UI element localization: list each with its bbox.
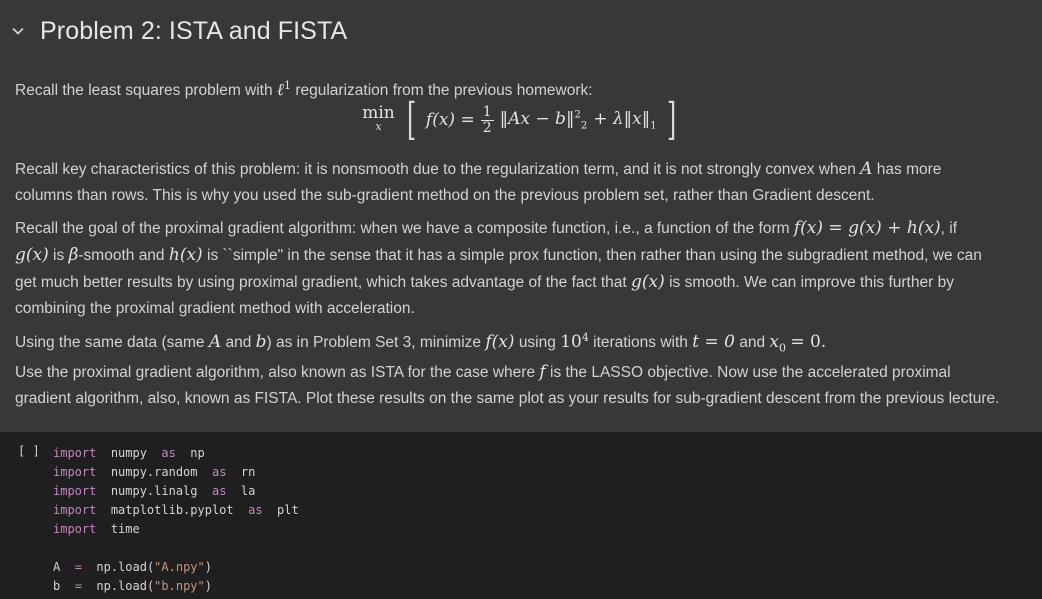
intro-before: Recall the least squares problem with (15, 82, 273, 100)
para2-l4: combining the proximal gradient method with acceleration. (15, 300, 415, 317)
para2-l3b: is smooth. We can improve this further by (669, 274, 954, 291)
module-alias: plt (277, 503, 299, 517)
assign-op: = (74, 579, 82, 593)
eq-term1-sup: 2 (574, 109, 581, 121)
eq-f-of-x: f(x) = (425, 110, 475, 130)
para1-line2: columns than rows. This is why you used the sub-gradient method on the previous problem set, rather than Gradient descent. (15, 187, 875, 204)
module-alias: la (240, 484, 256, 498)
call-np-load: np.load( (96, 579, 155, 593)
module-name: numpy.random (110, 465, 198, 479)
code-line (53, 501, 299, 520)
para1-line1-end: has more (876, 161, 942, 178)
para3-x0-sub: 0 (779, 341, 787, 355)
eq-term2-sub: 1 (650, 120, 657, 132)
chevron-down-icon[interactable] (0, 10, 36, 52)
para3-a: Using the same data (same (15, 334, 205, 352)
kw-as: as (211, 484, 227, 498)
code-editor[interactable] (53, 444, 299, 596)
para3-c: ) as in Problem Set 3, minimize (266, 334, 482, 352)
eq-term2: + λ‖x‖ (593, 108, 651, 129)
var-b: b (53, 579, 61, 593)
para3-using: using (518, 334, 556, 352)
code-line (53, 482, 299, 501)
section-header (0, 10, 1042, 52)
lasso-equation (0, 94, 1042, 145)
kw-as: as (161, 446, 176, 460)
kw-import: import (53, 446, 97, 460)
blank-line (53, 539, 299, 558)
para2-l1b: , if (940, 220, 958, 237)
para2-simple: is ``simple" in the sense that it has a simple prox function, then rather than using the subgradient method, we can (207, 247, 982, 264)
left-bracket: [ (406, 94, 417, 145)
intro-after: regularization from the previous homework: (295, 82, 593, 100)
string-literal: "b.npy" (154, 579, 205, 593)
para2-l1a: Recall the goal of the proximal gradient algorithm: when we have a composite function, i.e., a function of the form (15, 220, 790, 237)
code-line (53, 444, 299, 463)
para3-ten: 10 (560, 332, 582, 353)
min-label: min (362, 103, 395, 123)
module-alias: np (190, 446, 205, 460)
string-literal: "A.npy" (154, 560, 205, 574)
call-np-load: np.load( (96, 560, 155, 574)
eq-term1-sub: 2 (580, 120, 588, 132)
para-ista (15, 359, 1035, 412)
para2-composite: f(x) = g(x) + h(x) (793, 218, 941, 238)
module-name: numpy.linalg (110, 484, 198, 498)
para4-l1a: Use the proximal gradient algorithm, also known as ISTA for the case where (15, 364, 536, 381)
assign-op: = (74, 560, 82, 574)
para4-f: f (539, 362, 546, 382)
para3-x0: x (769, 332, 780, 353)
code-cell[interactable] (0, 432, 1042, 599)
kw-as: as (248, 503, 263, 517)
eq-term1: ‖Ax − b‖ (499, 108, 575, 129)
code-line (53, 520, 299, 539)
close-paren: ) (204, 560, 212, 574)
code-line-b (53, 577, 299, 596)
half-num: 1 (482, 103, 492, 120)
ell-symbol: ℓ (276, 80, 285, 101)
para3-ten-sup: 4 (581, 331, 589, 344)
para3-b: b (255, 332, 267, 353)
half-fraction (481, 105, 494, 136)
kw-import: import (53, 465, 97, 479)
kw-import: import (53, 484, 97, 498)
para2-g: g(x) (15, 245, 49, 265)
para-data (15, 325, 1035, 361)
para2-smooth: -smooth and (78, 247, 165, 264)
code-line-A (53, 558, 299, 577)
module-name: time (110, 522, 140, 536)
module-name: matplotlib.pyplot (110, 503, 234, 517)
para2-is: is (53, 247, 65, 264)
para3-iterations: iterations with (593, 334, 688, 352)
right-bracket: ] (666, 94, 676, 145)
para3-fx: f(x) (485, 332, 515, 353)
close-paren: ) (204, 579, 212, 593)
para2-l3a: get much better results by using proximal gradient, which takes advantage of the fact that (15, 274, 627, 291)
para-proximal (15, 215, 1035, 322)
min-operator (362, 103, 395, 134)
para3-t: t = 0 (692, 332, 735, 353)
code-line (53, 463, 299, 482)
para2-h: h(x) (168, 245, 203, 265)
half-den: 2 (482, 119, 492, 136)
var-A: A (53, 560, 61, 574)
section-title: Problem 2: ISTA and FISTA (40, 16, 348, 45)
para2-g2: g(x) (631, 272, 665, 292)
kw-as: as (211, 465, 227, 479)
para-characteristics (15, 156, 1035, 209)
kw-import: import (53, 522, 97, 536)
module-alias: rn (240, 465, 256, 479)
para1-line1: Recall key characteristics of this problem: it is nonsmooth due to the regularization term, and it is not strongly convex when (15, 161, 856, 178)
module-name: numpy (110, 446, 147, 460)
para1-A: A (860, 159, 873, 179)
para3-A: A (208, 332, 222, 353)
run-cell-button[interactable]: [ ] (18, 444, 40, 458)
min-sub: x (375, 120, 382, 133)
para3-and2: and (739, 334, 766, 352)
para2-beta: β (68, 245, 79, 265)
para4-l2: gradient algorithm, also, known as FISTA. Plot these results on the same plot as your results for sub-gradient descent from the previous lecture. (15, 390, 1000, 407)
para3-and: and (225, 334, 252, 352)
ell-sup: 1 (284, 79, 292, 92)
kw-import: import (53, 503, 97, 517)
para3-x0-eq: = 0. (790, 332, 827, 353)
para4-l1b: is the LASSO objective. Now use the accelerated proximal (550, 364, 951, 381)
